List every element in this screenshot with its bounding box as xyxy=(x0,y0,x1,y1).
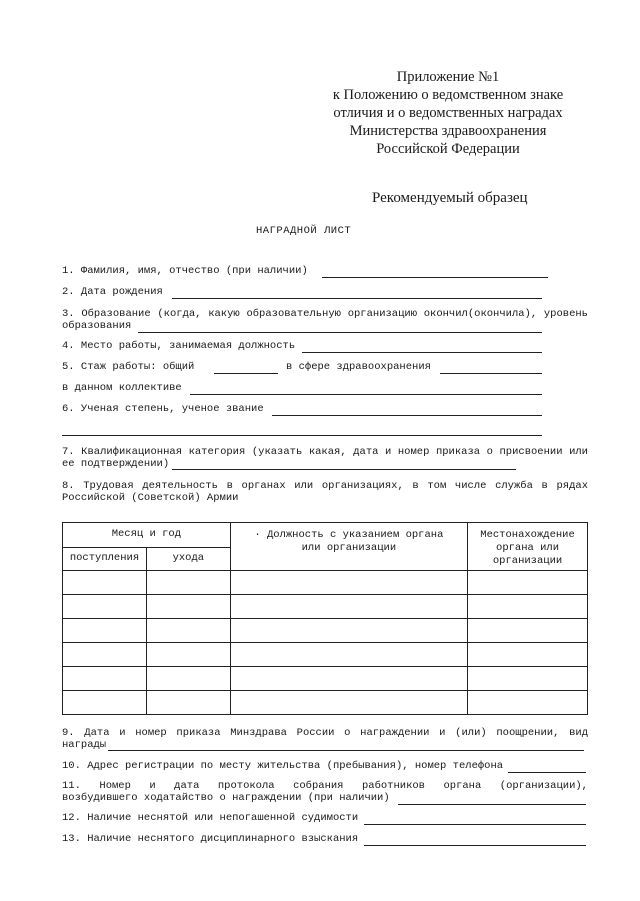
field-13-blank[interactable] xyxy=(364,845,586,846)
table-cell[interactable] xyxy=(146,619,230,643)
table-cell[interactable] xyxy=(230,691,467,715)
table-cell[interactable] xyxy=(63,619,147,643)
field-5-health-blank[interactable] xyxy=(440,373,542,374)
field-9-label-line-2: награды xyxy=(62,739,107,751)
field-8-label-line-1: 8. Трудовая деятельность в органах или организациях, в том числе служба в рядах xyxy=(62,480,588,492)
field-7-label-line-2: ее подтверждении) xyxy=(62,458,170,470)
field-1-label: 1. Фамилия, имя, отчество (при наличии) xyxy=(62,265,308,277)
table-cell[interactable] xyxy=(146,667,230,691)
field-2-label: 2. Дата рождения xyxy=(62,286,163,298)
field-1-blank[interactable] xyxy=(322,277,548,278)
field-12-label: 12. Наличие неснятой или непогашенной судимости xyxy=(62,812,359,824)
field-12-blank[interactable] xyxy=(364,824,586,825)
table-row xyxy=(63,667,588,691)
field-8-label-line-2: Российской (Советской) Армии xyxy=(62,492,239,504)
table-cell[interactable] xyxy=(230,619,467,643)
field-3-blank[interactable] xyxy=(138,332,542,333)
appendix-header xyxy=(318,68,578,158)
table-row xyxy=(63,643,588,667)
field-10-blank[interactable] xyxy=(508,772,586,773)
table-header-location: Местонахождение органа или организации xyxy=(468,523,588,571)
table-cell[interactable] xyxy=(63,667,147,691)
appendix-line-2: отличия и о ведомственных наградах xyxy=(333,105,563,121)
field-5-collective-label: в данном коллективе xyxy=(62,382,182,394)
field-5-label: 5. Стаж работы: общий xyxy=(62,361,195,373)
field-5-general-blank[interactable] xyxy=(214,373,278,374)
table-header-end: ухода xyxy=(146,548,230,571)
field-4-label: 4. Место работы, занимаемая должность xyxy=(62,340,296,352)
table-cell[interactable] xyxy=(146,691,230,715)
field-6-label: 6. Ученая степень, ученое звание xyxy=(62,403,264,415)
table-header-start: поступления xyxy=(63,548,147,571)
field-3-label-line-1: 3. Образование (когда, какую образовательную организацию окончил(окончила), уровень xyxy=(62,308,588,320)
table-cell[interactable] xyxy=(468,643,588,667)
field-9-blank[interactable] xyxy=(108,750,584,751)
appendix-line-1: к Положению о ведомственном знаке xyxy=(332,87,564,103)
table-row xyxy=(63,691,588,715)
table-cell[interactable] xyxy=(230,643,467,667)
table-cell[interactable] xyxy=(230,595,467,619)
table-cell[interactable] xyxy=(468,571,588,595)
sample-label: Рекомендуемый образец xyxy=(372,190,528,206)
table-row xyxy=(63,595,588,619)
employment-table xyxy=(62,522,588,715)
table-cell[interactable] xyxy=(63,571,147,595)
field-9-label-line-1: 9. Дата и номер приказа Минздрава России о награждении и (или) поощрении, вид xyxy=(62,727,588,739)
field-6-blank-2[interactable] xyxy=(62,435,542,436)
field-5-collective-blank[interactable] xyxy=(190,394,542,395)
table-cell[interactable] xyxy=(63,595,147,619)
table-header-month-year: Месяц и год xyxy=(63,523,231,548)
table-row xyxy=(63,571,588,595)
table-cell[interactable] xyxy=(230,571,467,595)
field-7-blank[interactable] xyxy=(172,469,516,470)
table-header-position: · Должность с указанием органа или организации xyxy=(230,523,467,571)
field-6-blank-1[interactable] xyxy=(272,415,542,416)
table-cell[interactable] xyxy=(146,643,230,667)
table-cell[interactable] xyxy=(63,691,147,715)
table-cell[interactable] xyxy=(468,619,588,643)
field-2-blank[interactable] xyxy=(172,298,542,299)
table-cell[interactable] xyxy=(468,595,588,619)
field-5-health-label: в сфере здравоохранения xyxy=(286,361,431,373)
field-11-label-line-2: возбудившего ходатайство о награждении (при наличии) xyxy=(62,792,390,804)
field-10-label: 10. Адрес регистрации по месту жительства (пребывания), номер телефона xyxy=(62,760,504,772)
table-cell[interactable] xyxy=(230,667,467,691)
field-4-blank[interactable] xyxy=(302,352,542,353)
table-cell[interactable] xyxy=(146,595,230,619)
appendix-line-3: Министерства здравоохранения xyxy=(349,123,547,139)
document-title: НАГРАДНОЙ ЛИСТ xyxy=(256,225,352,237)
field-11-label-line-1: 11. Номер и дата протокола собрания работников органа (организации), xyxy=(62,780,588,792)
table-cell[interactable] xyxy=(468,691,588,715)
appendix-number: Приложение №1 xyxy=(396,69,500,85)
appendix-line-4: Российской Федерации xyxy=(376,141,520,157)
table-cell[interactable] xyxy=(468,667,588,691)
field-3-label-line-2: образования xyxy=(62,320,132,332)
field-11-blank[interactable] xyxy=(398,804,586,805)
table-row xyxy=(63,619,588,643)
table-cell[interactable] xyxy=(63,643,147,667)
field-7-label-line-1: 7. Квалификационная категория (указать какая, дата и номер приказа о присвоении или xyxy=(62,446,588,458)
field-13-label: 13. Наличие неснятого дисциплинарного взыскания xyxy=(62,833,359,845)
table-cell[interactable] xyxy=(146,571,230,595)
